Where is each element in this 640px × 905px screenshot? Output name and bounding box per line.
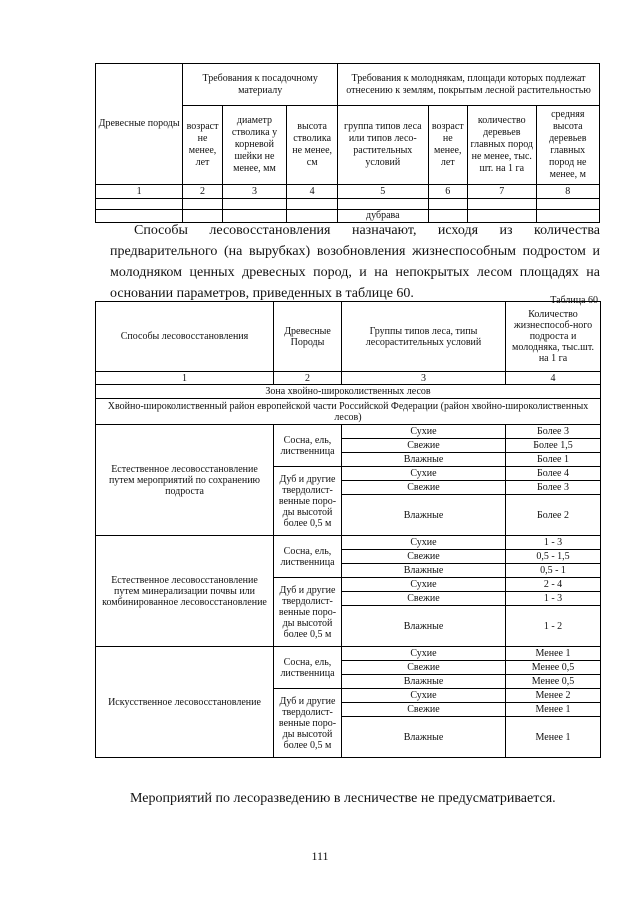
- value-cell: Более 2: [506, 495, 601, 536]
- cond-cell: Свежие: [342, 703, 506, 717]
- header-age-planting: возраст не менее, лет: [183, 106, 222, 185]
- value-cell: Более 3: [506, 481, 601, 495]
- cond-cell: Влажные: [342, 453, 506, 467]
- header-req-young: Требования к молоднякам, площади которых подлежат отнесению к землям, покрытым лесной растительностью: [338, 64, 600, 106]
- species-oak: Дуб и другие твердолист-венные поро-ды высотой более 0,5 м: [274, 578, 342, 647]
- empty-cell: [287, 199, 338, 210]
- value-cell: 1 - 3: [506, 592, 601, 606]
- header-avg-height: средняя высота деревьев главных пород не менее, м: [536, 106, 599, 185]
- row-dubrava: дубрава: [338, 210, 428, 223]
- table-59: [95, 63, 600, 223]
- col-number: 3: [342, 372, 506, 385]
- value-cell: Менее 0,5: [506, 675, 601, 689]
- method-name: Естественное лесовосстановление путем минерализации почвы или комбинированное лесовосстановление: [96, 536, 274, 647]
- cond-cell: Сухие: [342, 467, 506, 481]
- table-60: [95, 301, 601, 758]
- empty-cell: [183, 199, 222, 210]
- method-name: Естественное лесовосстановление путем мероприятий по сохранению подроста: [96, 425, 274, 536]
- zone-row: Зона хвойно-широколиственных лесов: [96, 385, 601, 399]
- species-conifer: Сосна, ель, лиственница: [274, 425, 342, 467]
- col-number: 8: [536, 185, 599, 199]
- value-cell: Менее 1: [506, 647, 601, 661]
- species-oak: Дуб и другие твердолист-венные поро-ды высотой более 0,5 м: [274, 689, 342, 758]
- region-row: Хвойно-широколиственный район европейской части Российской Федерации (район хвойно-широколиственных лесов): [96, 399, 601, 425]
- empty-cell: [338, 199, 428, 210]
- empty-cell: [96, 199, 183, 210]
- col-number: 1: [96, 185, 183, 199]
- value-cell: Более 1,5: [506, 439, 601, 453]
- cond-cell: Сухие: [342, 536, 506, 550]
- col-number: 2: [183, 185, 222, 199]
- header-forest-group: группа типов леса или типов лесо-растительных условий: [338, 106, 428, 185]
- value-cell: Менее 0,5: [506, 661, 601, 675]
- page-number: 111: [311, 849, 329, 863]
- cond-cell: Свежие: [342, 592, 506, 606]
- value-cell: Менее 2: [506, 689, 601, 703]
- col-number: 4: [506, 372, 601, 385]
- empty-cell: [467, 199, 536, 210]
- empty-cell: [428, 199, 467, 210]
- col-number: 4: [287, 185, 338, 199]
- method-name: Искусственное лесовосстановление: [96, 647, 274, 758]
- cond-cell: Свежие: [342, 481, 506, 495]
- cond-cell: Сухие: [342, 425, 506, 439]
- species-oak: Дуб и другие твердолист-венные поро-ды высотой более 0,5 м: [274, 467, 342, 536]
- cond-cell: Влажные: [342, 606, 506, 647]
- species-conifer: Сосна, ель, лиственница: [274, 647, 342, 689]
- value-cell: Менее 1: [506, 703, 601, 717]
- cond-cell: Сухие: [342, 689, 506, 703]
- value-cell: Более 4: [506, 467, 601, 481]
- empty-cell: [222, 199, 286, 210]
- cond-cell: Влажные: [342, 495, 506, 536]
- empty-cell: [536, 199, 599, 210]
- col-number: 7: [467, 185, 536, 199]
- col-number: 3: [222, 185, 286, 199]
- cond-cell: Влажные: [342, 717, 506, 758]
- header-species: Древесные породы: [96, 64, 183, 185]
- header-trees-count: количество деревьев главных пород не менее, тыс. шт. на 1 га: [467, 106, 536, 185]
- cond-cell: Влажные: [342, 564, 506, 578]
- value-cell: Более 1: [506, 453, 601, 467]
- closing-sentence: Мероприятий по лесоразведению в лесничестве не предусматривается.: [130, 791, 556, 806]
- header-diameter: диаметр стволика у корневой шейки не менее, мм: [222, 106, 286, 185]
- body-paragraph: [110, 220, 600, 304]
- paragraph-text: Способы лесовосстановления назначают, исходя из количества предварительного (на вырубках) возобновления жизнеспособным подростом и молодняком ценных древесных пород, и на непокрытых лесом площадях на основании параметров, приведенных в таблице 60.: [110, 223, 600, 301]
- header-species: Древесные Породы: [274, 302, 342, 372]
- header-age-young: возраст не менее, лет: [428, 106, 467, 185]
- col-number: 2: [274, 372, 342, 385]
- cond-cell: Сухие: [342, 647, 506, 661]
- value-cell: 1 - 2: [506, 606, 601, 647]
- value-cell: 0,5 - 1,5: [506, 550, 601, 564]
- value-cell: Менее 1: [506, 717, 601, 758]
- value-cell: Более 3: [506, 425, 601, 439]
- header-height: высота стволика не менее, см: [287, 106, 338, 185]
- cond-cell: Влажные: [342, 675, 506, 689]
- cond-cell: Свежие: [342, 439, 506, 453]
- cond-cell: Сухие: [342, 578, 506, 592]
- value-cell: 2 - 4: [506, 578, 601, 592]
- value-cell: 1 - 3: [506, 536, 601, 550]
- header-count: Количество жизнеспособ-ного подроста и молодняка, тыс.шт. на 1 га: [506, 302, 601, 372]
- col-number: 5: [338, 185, 428, 199]
- header-groups: Группы типов леса, типы лесорастительных условий: [342, 302, 506, 372]
- header-method: Способы лесовосстановления: [96, 302, 274, 372]
- col-number: 1: [96, 372, 274, 385]
- cond-cell: Свежие: [342, 550, 506, 564]
- table-caption: Таблица 60: [550, 295, 598, 306]
- species-conifer: Сосна, ель, лиственница: [274, 536, 342, 578]
- header-req-planting: Требования к посадочному материалу: [183, 64, 338, 106]
- cond-cell: Свежие: [342, 661, 506, 675]
- value-cell: 0,5 - 1: [506, 564, 601, 578]
- col-number: 6: [428, 185, 467, 199]
